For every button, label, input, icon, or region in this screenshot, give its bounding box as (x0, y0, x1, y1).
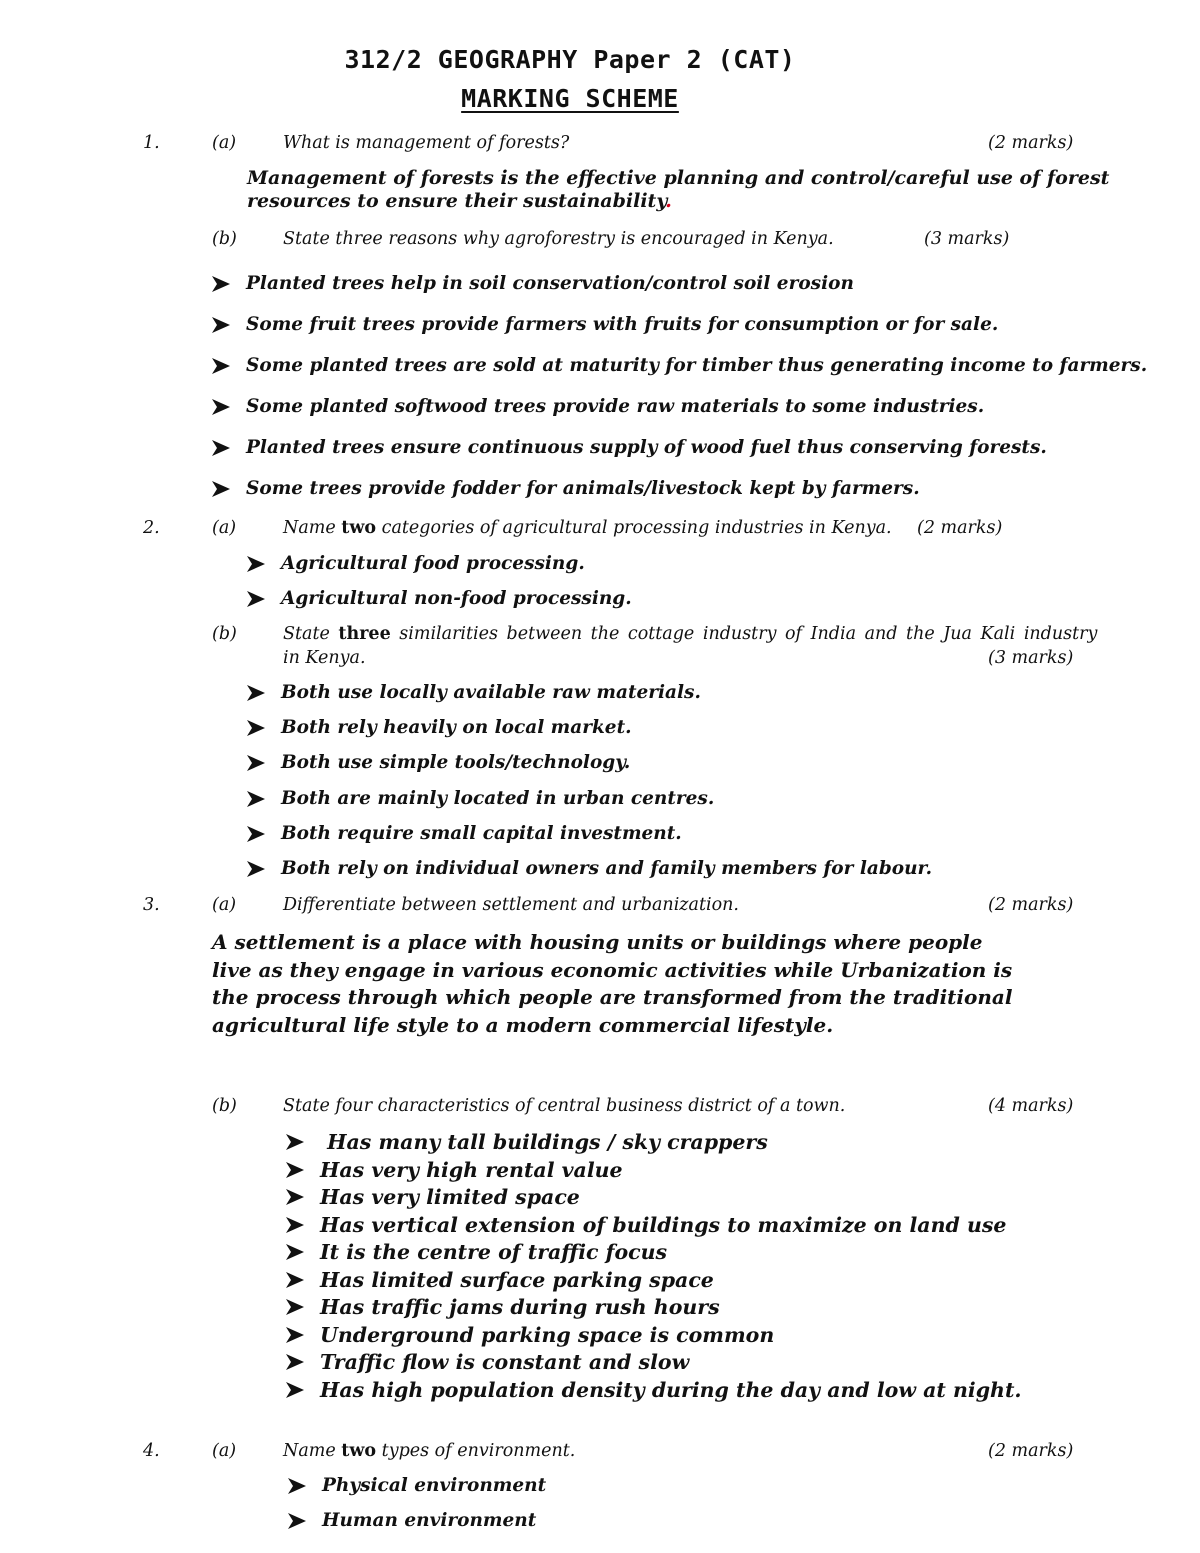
list-item: Planted trees ensure continuous supply of wood fuel thus conserving forests. (212, 437, 1047, 458)
arrow-bullet-icon (212, 399, 230, 415)
page-title: 312/2 GEOGRAPHY Paper 2 (CAT) (344, 45, 796, 74)
arrow-bullet-icon (286, 1189, 304, 1205)
list-item: Agricultural food processing. (247, 553, 585, 574)
part-label: (a) (212, 895, 237, 915)
list-item: Both are mainly located in urban centres. (247, 788, 714, 809)
arrow-bullet-icon (212, 440, 230, 456)
arrow-bullet-icon (286, 1244, 304, 1260)
marks-label: (2 marks) (988, 1441, 1074, 1461)
arrow-bullet-icon (247, 685, 265, 701)
list-item: Some planted trees are sold at maturity for timber thus generating income to farmers. (212, 355, 1147, 376)
arrow-bullet-icon (247, 791, 265, 807)
list-item: Both rely on individual owners and family members for labour. (247, 858, 932, 879)
arrow-bullet-icon (286, 1327, 304, 1343)
list-item: Both rely heavily on local market. (247, 717, 632, 738)
arrow-bullet-icon (288, 1478, 306, 1494)
question-text: State three similarities between the cottage industry of India and the Jua Kali industry (283, 624, 1098, 644)
marks-label: (2 marks) (917, 518, 1003, 538)
part-label: (a) (212, 518, 237, 538)
arrow-bullet-icon (286, 1354, 304, 1370)
list-item: Both require small capital investment. (247, 823, 682, 844)
arrow-bullet-icon (247, 591, 265, 607)
list-item: Planted trees help in soil conservation/control soil erosion (212, 273, 854, 294)
list-item: Human environment (288, 1510, 536, 1531)
part-label: (b) (212, 624, 237, 644)
part-label: (b) (212, 1096, 237, 1116)
question-text: State four characteristics of central business district of a town. (283, 1096, 846, 1116)
list-item: Has limited surface parking space (286, 1268, 714, 1292)
question-number: 4. (143, 1441, 160, 1461)
question-text: What is management of forests? (283, 133, 570, 153)
part-label: (a) (212, 1441, 237, 1461)
marks-label: (2 marks) (988, 133, 1074, 153)
arrow-bullet-icon (286, 1162, 304, 1178)
arrow-bullet-icon (212, 276, 230, 292)
arrow-bullet-icon (286, 1272, 304, 1288)
list-item: Physical environment (288, 1475, 546, 1496)
marks-label: (3 marks) (988, 648, 1074, 668)
marks-label: (2 marks) (988, 895, 1074, 915)
arrow-bullet-icon (286, 1382, 304, 1398)
list-item: Traffic flow is constant and slow (286, 1350, 689, 1374)
answer-text: A settlement is a place with housing units or buildings where people live as they engage in various economic activities while Urbanization is the process through which people are transformed from the traditional agricultural life style to a modern commercial lifestyle. (212, 930, 1013, 1037)
question-text: Name two types of environment. (283, 1441, 576, 1461)
question-text: Name two categories of agricultural processing industries in Kenya. (283, 518, 892, 538)
question-number: 3. (143, 895, 160, 915)
list-item: Has vertical extension of buildings to maximize on land use (286, 1213, 1006, 1237)
list-item: Some planted softwood trees provide raw materials to some industries. (212, 396, 984, 417)
question-number: 2. (143, 518, 160, 538)
list-item: Some trees provide fodder for animals/livestock kept by farmers. (212, 478, 920, 499)
answer-text: Management of forests is the effective planning and control/careful use of forest resources to ensure their sustainability. (247, 167, 1110, 212)
arrow-bullet-icon (247, 755, 265, 771)
arrow-bullet-icon (212, 358, 230, 374)
question-number: 1. (143, 133, 160, 153)
arrow-bullet-icon (247, 720, 265, 736)
page-subtitle: MARKING SCHEME (461, 84, 679, 113)
arrow-bullet-icon (286, 1217, 304, 1233)
list-item: Both use locally available raw materials. (247, 682, 701, 703)
question-text: Differentiate between settlement and urbanization. (283, 895, 739, 915)
answer-period: . (665, 190, 672, 212)
list-item: Underground parking space is common (286, 1323, 774, 1347)
arrow-bullet-icon (288, 1513, 306, 1529)
list-item: Has many tall buildings / sky crappers (286, 1130, 768, 1154)
marks-label: (4 marks) (988, 1096, 1074, 1116)
part-label: (b) (212, 229, 237, 249)
question-text: State three reasons why agroforestry is encouraged in Kenya. (283, 229, 834, 249)
question-text-continued: in Kenya. (283, 648, 366, 668)
arrow-bullet-icon (247, 826, 265, 842)
part-label: (a) (212, 133, 237, 153)
list-item: Agricultural non-food processing. (247, 588, 632, 609)
list-item: Has traffic jams during rush hours (286, 1295, 720, 1319)
list-item: Some fruit trees provide farmers with fruits for consumption or for sale. (212, 314, 998, 335)
arrow-bullet-icon (212, 317, 230, 333)
list-item: Has high population density during the day and low at night. (286, 1378, 1022, 1402)
arrow-bullet-icon (212, 481, 230, 497)
list-item: Has very high rental value (286, 1158, 623, 1182)
marks-label: (3 marks) (924, 229, 1010, 249)
list-item: Has very limited space (286, 1185, 580, 1209)
arrow-bullet-icon (286, 1299, 304, 1315)
list-item: Both use simple tools/technology. (247, 752, 630, 773)
list-item: It is the centre of traffic focus (286, 1240, 667, 1264)
arrow-bullet-icon (247, 556, 265, 572)
arrow-bullet-icon (247, 861, 265, 877)
arrow-bullet-icon (286, 1134, 304, 1150)
